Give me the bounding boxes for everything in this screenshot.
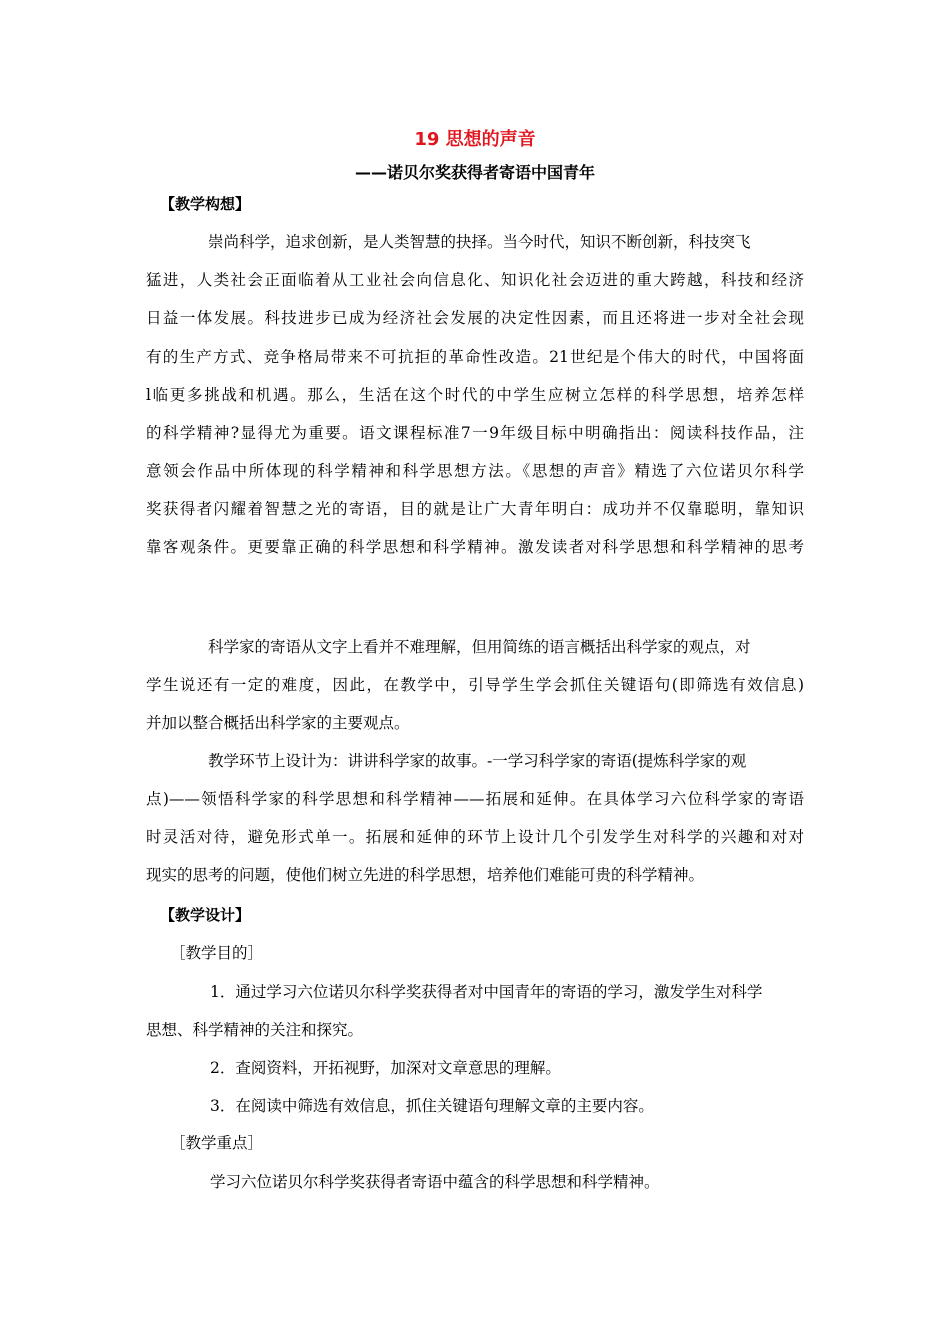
paragraph-line: 日益一体发展。科技进步已成为经济社会发展的决定性因素，而且还将进一步对全社会现: [146, 309, 804, 327]
paragraph-line: 教学环节上设计为：讲讲科学家的故事。-一学习科学家的寄语(提炼科学家的观: [208, 752, 747, 770]
paragraph-line: 科学家的寄语从文字上看并不难理解，但用简练的语言概括出科学家的观点，对: [208, 638, 751, 656]
section-heading-teaching-design: 【教学设计】: [160, 906, 251, 924]
paragraph-line: 时灵活对待，避免形式单一。拓展和延伸的环节上设计几个引发学生对科学的兴趣和对对: [146, 828, 804, 846]
paragraph-line: 学生说还有一定的难度，因此，在教学中，引导学生学会抓住关键语句(即筛选有效信息): [146, 676, 804, 694]
paragraph-line: 奖获得者闪耀着智慧之光的寄语，目的就是让广大青年明白：成功并不仅靠聪明，靠知识: [146, 500, 804, 518]
paragraph-line: 的科学精神?显得尤为重要。语文课程标准7一9年级目标中明确指出：阅读科技作品，注: [146, 424, 804, 442]
paragraph-line: 有的生产方式、竞争格局带来不可抗拒的革命性改造。21世纪是个伟大的时代，中国将面: [146, 348, 804, 366]
paragraph-line: 崇尚科学，追求创新，是人类智慧的抉择。当今时代，知识不断创新，科技突飞: [208, 233, 751, 251]
focus-line: 学习六位诺贝尔科学奖获得者寄语中蕴含的科学思想和科学精神。: [210, 1173, 660, 1191]
paragraph-line: 点)——领悟科学家的科学思想和科学精神——拓展和延伸。在具体学习六位科学家的寄语: [146, 790, 804, 808]
paragraph-line: l临更多挑战和机遇。那么，生活在这个时代的中学生应树立怎样的科学思想，培养怎样: [146, 386, 804, 404]
objective-line: 思想、科学精神的关注和探究。: [146, 1021, 364, 1039]
subheading-teaching-focus: ［教学重点］: [170, 1134, 264, 1152]
paragraph-line: 意领会作品中所体现的科学精神和科学思想方法。《思想的声音》精选了六位诺贝尔科学: [146, 462, 804, 480]
section-heading-teaching-concept: 【教学构想】: [160, 195, 251, 213]
objective-line: 2．查阅资料，开拓视野，加深对文章意思的理解。: [210, 1059, 561, 1077]
paragraph-line: 现实的思考的问题，使他们树立先进的科学思想，培养他们难能可贵的科学精神。: [146, 866, 705, 884]
objective-line: 1．通过学习六位诺贝尔科学奖获得者对中国青年的寄语的学习，激发学生对科学: [210, 983, 763, 1001]
paragraph-line: 并加以整合概括出科学家的主要观点。: [146, 714, 410, 732]
document-title: 19 思想的声音: [414, 129, 536, 150]
subheading-teaching-objectives: ［教学目的］: [170, 944, 264, 962]
paragraph-line: 猛进，人类社会正面临着从工业社会向信息化、知识化社会迈进的重大跨越，科技和经济: [146, 271, 804, 289]
paragraph-line: 靠客观条件。更要靠正确的科学思想和科学精神。激发读者对科学思想和科学精神的思考: [146, 538, 804, 556]
objective-line: 3．在阅读中筛选有效信息，抓住关键语句理解文章的主要内容。: [210, 1097, 654, 1115]
document-subtitle: ——诺贝尔奖获得者寄语中国青年: [354, 163, 595, 182]
